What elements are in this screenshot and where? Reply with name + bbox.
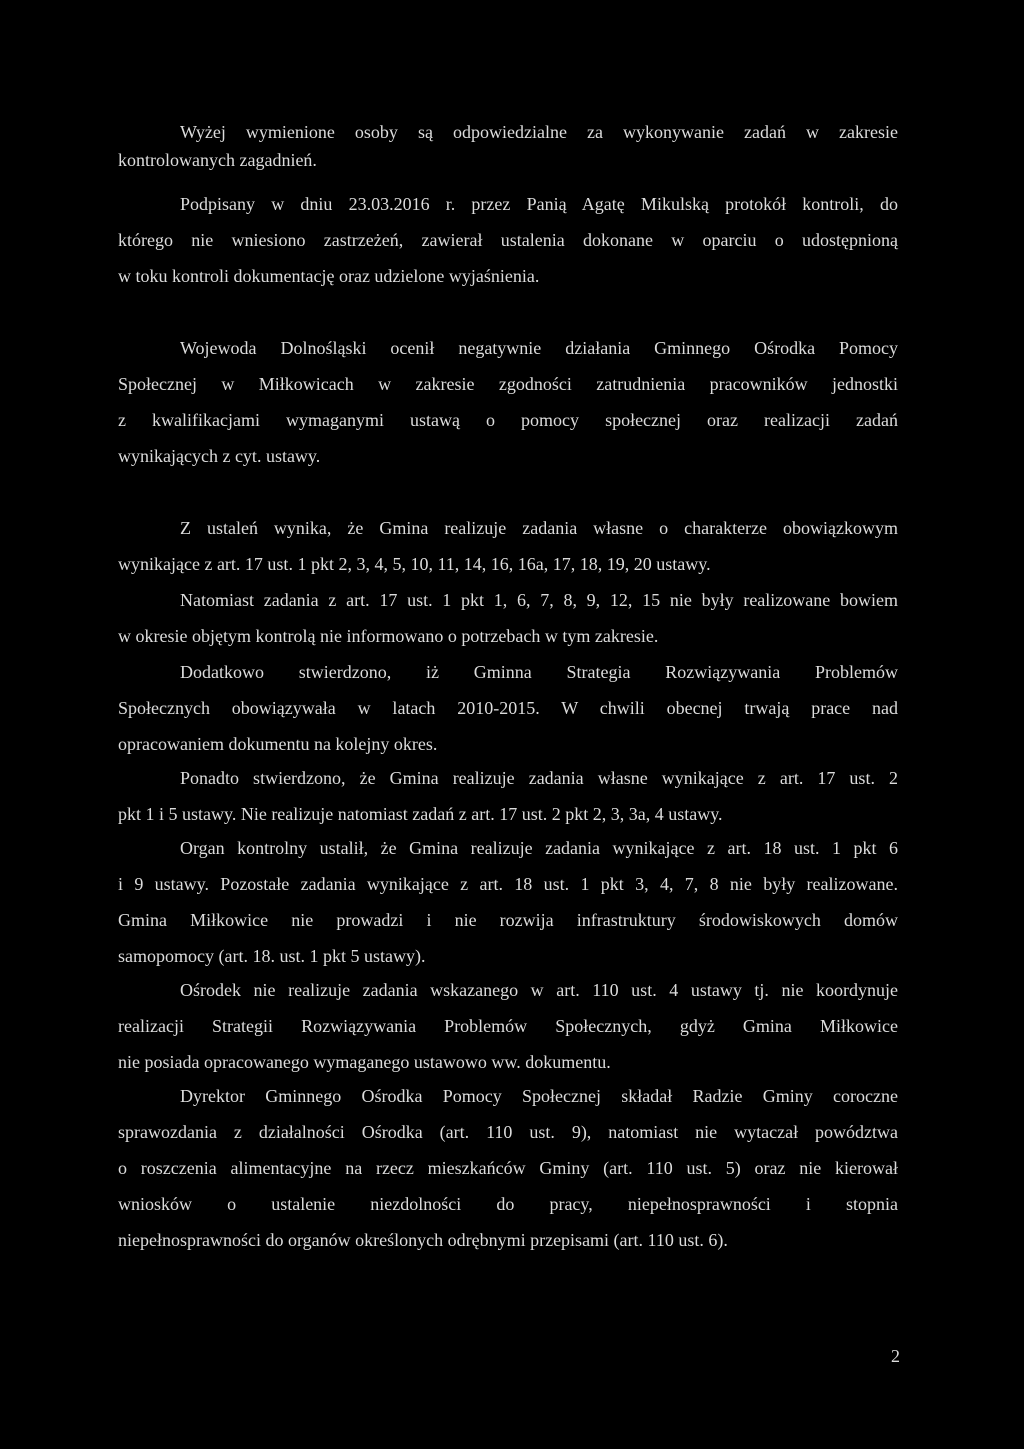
text-line: wniosków o ustalenie niezdolności do pracy, niepełnosprawności i stopnia — [118, 1194, 898, 1214]
paragraph-strategy — [118, 658, 898, 758]
paragraph-unrealized-tasks — [118, 586, 898, 650]
text-line: nie posiada opracowanego wymaganego ustawowo ww. dokumentu. — [118, 1052, 611, 1072]
text-line: samopomocy (art. 18. ust. 1 pkt 5 ustawy). — [118, 946, 426, 966]
page-number: 2 — [891, 1346, 900, 1366]
paragraph-protocol-signed — [118, 190, 898, 290]
text-line: Dodatkowo stwierdzono, iż Gminna Strategia Rozwiązywania Problemów — [180, 662, 898, 682]
paragraph-art-18 — [118, 834, 898, 970]
paragraph-art-17-ust-2 — [118, 764, 898, 828]
text-line: Gmina Miłkowice nie prowadzi i nie rozwija infrastruktury środowiskowych domów — [118, 910, 898, 930]
text-line: kontrolowanych zagadnień. — [118, 150, 317, 170]
text-line: Organ kontrolny ustalił, że Gmina realizuje zadania wynikające z art. 18 ust. 1 pkt 6 — [180, 838, 898, 858]
paragraph-responsible-persons — [118, 118, 898, 174]
text-line: niepełnosprawności do organów określonych odrębnymi przepisami (art. 110 ust. 6). — [118, 1230, 728, 1250]
text-line: w okresie objętym kontrolą nie informowano o potrzebach w tym zakresie. — [118, 626, 659, 646]
text-line: Ponadto stwierdzono, że Gmina realizuje zadania własne wynikające z art. 17 ust. 2 — [180, 768, 898, 788]
text-line: i 9 ustawy. Pozostałe zadania wynikające z art. 18 ust. 1 pkt 3, 4, 7, 8 nie były realizowane. — [118, 874, 898, 894]
text-line: Podpisany w dniu 23.03.2016 r. przez Panią Agatę Mikulską protokół kontroli, do — [180, 194, 898, 214]
text-line: Z ustaleń wynika, że Gmina realizuje zadania własne o charakterze obowiązkowym — [180, 518, 898, 538]
text-line: którego nie wniesiono zastrzeżeń, zawierał ustalenia dokonane w oparciu o udostępnioną — [118, 230, 898, 250]
text-line: wynikające z art. 17 ust. 1 pkt 2, 3, 4, 5, 10, 11, 14, 16, 16a, 17, 18, 19, 20 ustawy. — [118, 554, 711, 574]
paragraph-art-110-ust-4 — [118, 976, 898, 1076]
paragraph-own-tasks — [118, 514, 898, 578]
text-line: z kwalifikacjami wymaganymi ustawą o pomocy społecznej oraz realizacji zadań — [118, 410, 898, 430]
paragraph-director-reports — [118, 1082, 898, 1254]
text-line: pkt 1 i 5 ustawy. Nie realizuje natomiast zadań z art. 17 ust. 2 pkt 2, 3, 3a, 4 ustawy. — [118, 804, 723, 824]
text-line: Społecznych obowiązywała w latach 2010-2015. W chwili obecnej trwają prace nad — [118, 698, 898, 718]
text-line: o roszczenia alimentacyjne na rzecz mieszkańców Gminy (art. 110 ust. 5) oraz nie kierował — [118, 1158, 898, 1178]
paragraph-voivode-assessment — [118, 334, 898, 470]
text-line: sprawozdania z działalności Ośrodka (art. 110 ust. 9), natomiast nie wytaczał powództwa — [118, 1122, 898, 1142]
text-line: Wojewoda Dolnośląski ocenił negatywnie działania Gminnego Ośrodka Pomocy — [180, 338, 898, 358]
text-line: w toku kontroli dokumentację oraz udzielone wyjaśnienia. — [118, 266, 540, 286]
text-line: opracowaniem dokumentu na kolejny okres. — [118, 734, 438, 754]
text-line: wynikających z cyt. ustawy. — [118, 446, 321, 466]
text-line: Wyżej wymienione osoby są odpowiedzialne za wykonywanie zadań w zakresie — [180, 122, 898, 142]
text-line: realizacji Strategii Rozwiązywania Problemów Społecznych, gdyż Gmina Miłkowice — [118, 1016, 898, 1036]
text-line: Ośrodek nie realizuje zadania wskazanego w art. 110 ust. 4 ustawy tj. nie koordynuje — [180, 980, 898, 1000]
text-line: Natomiast zadania z art. 17 ust. 1 pkt 1, 6, 7, 8, 9, 12, 15 nie były realizowane bowiem — [180, 590, 898, 610]
text-line: Społecznej w Miłkowicach w zakresie zgodności zatrudnienia pracowników jednostki — [118, 374, 898, 394]
text-line: Dyrektor Gminnego Ośrodka Pomocy Społecznej składał Radzie Gminy coroczne — [180, 1086, 898, 1106]
